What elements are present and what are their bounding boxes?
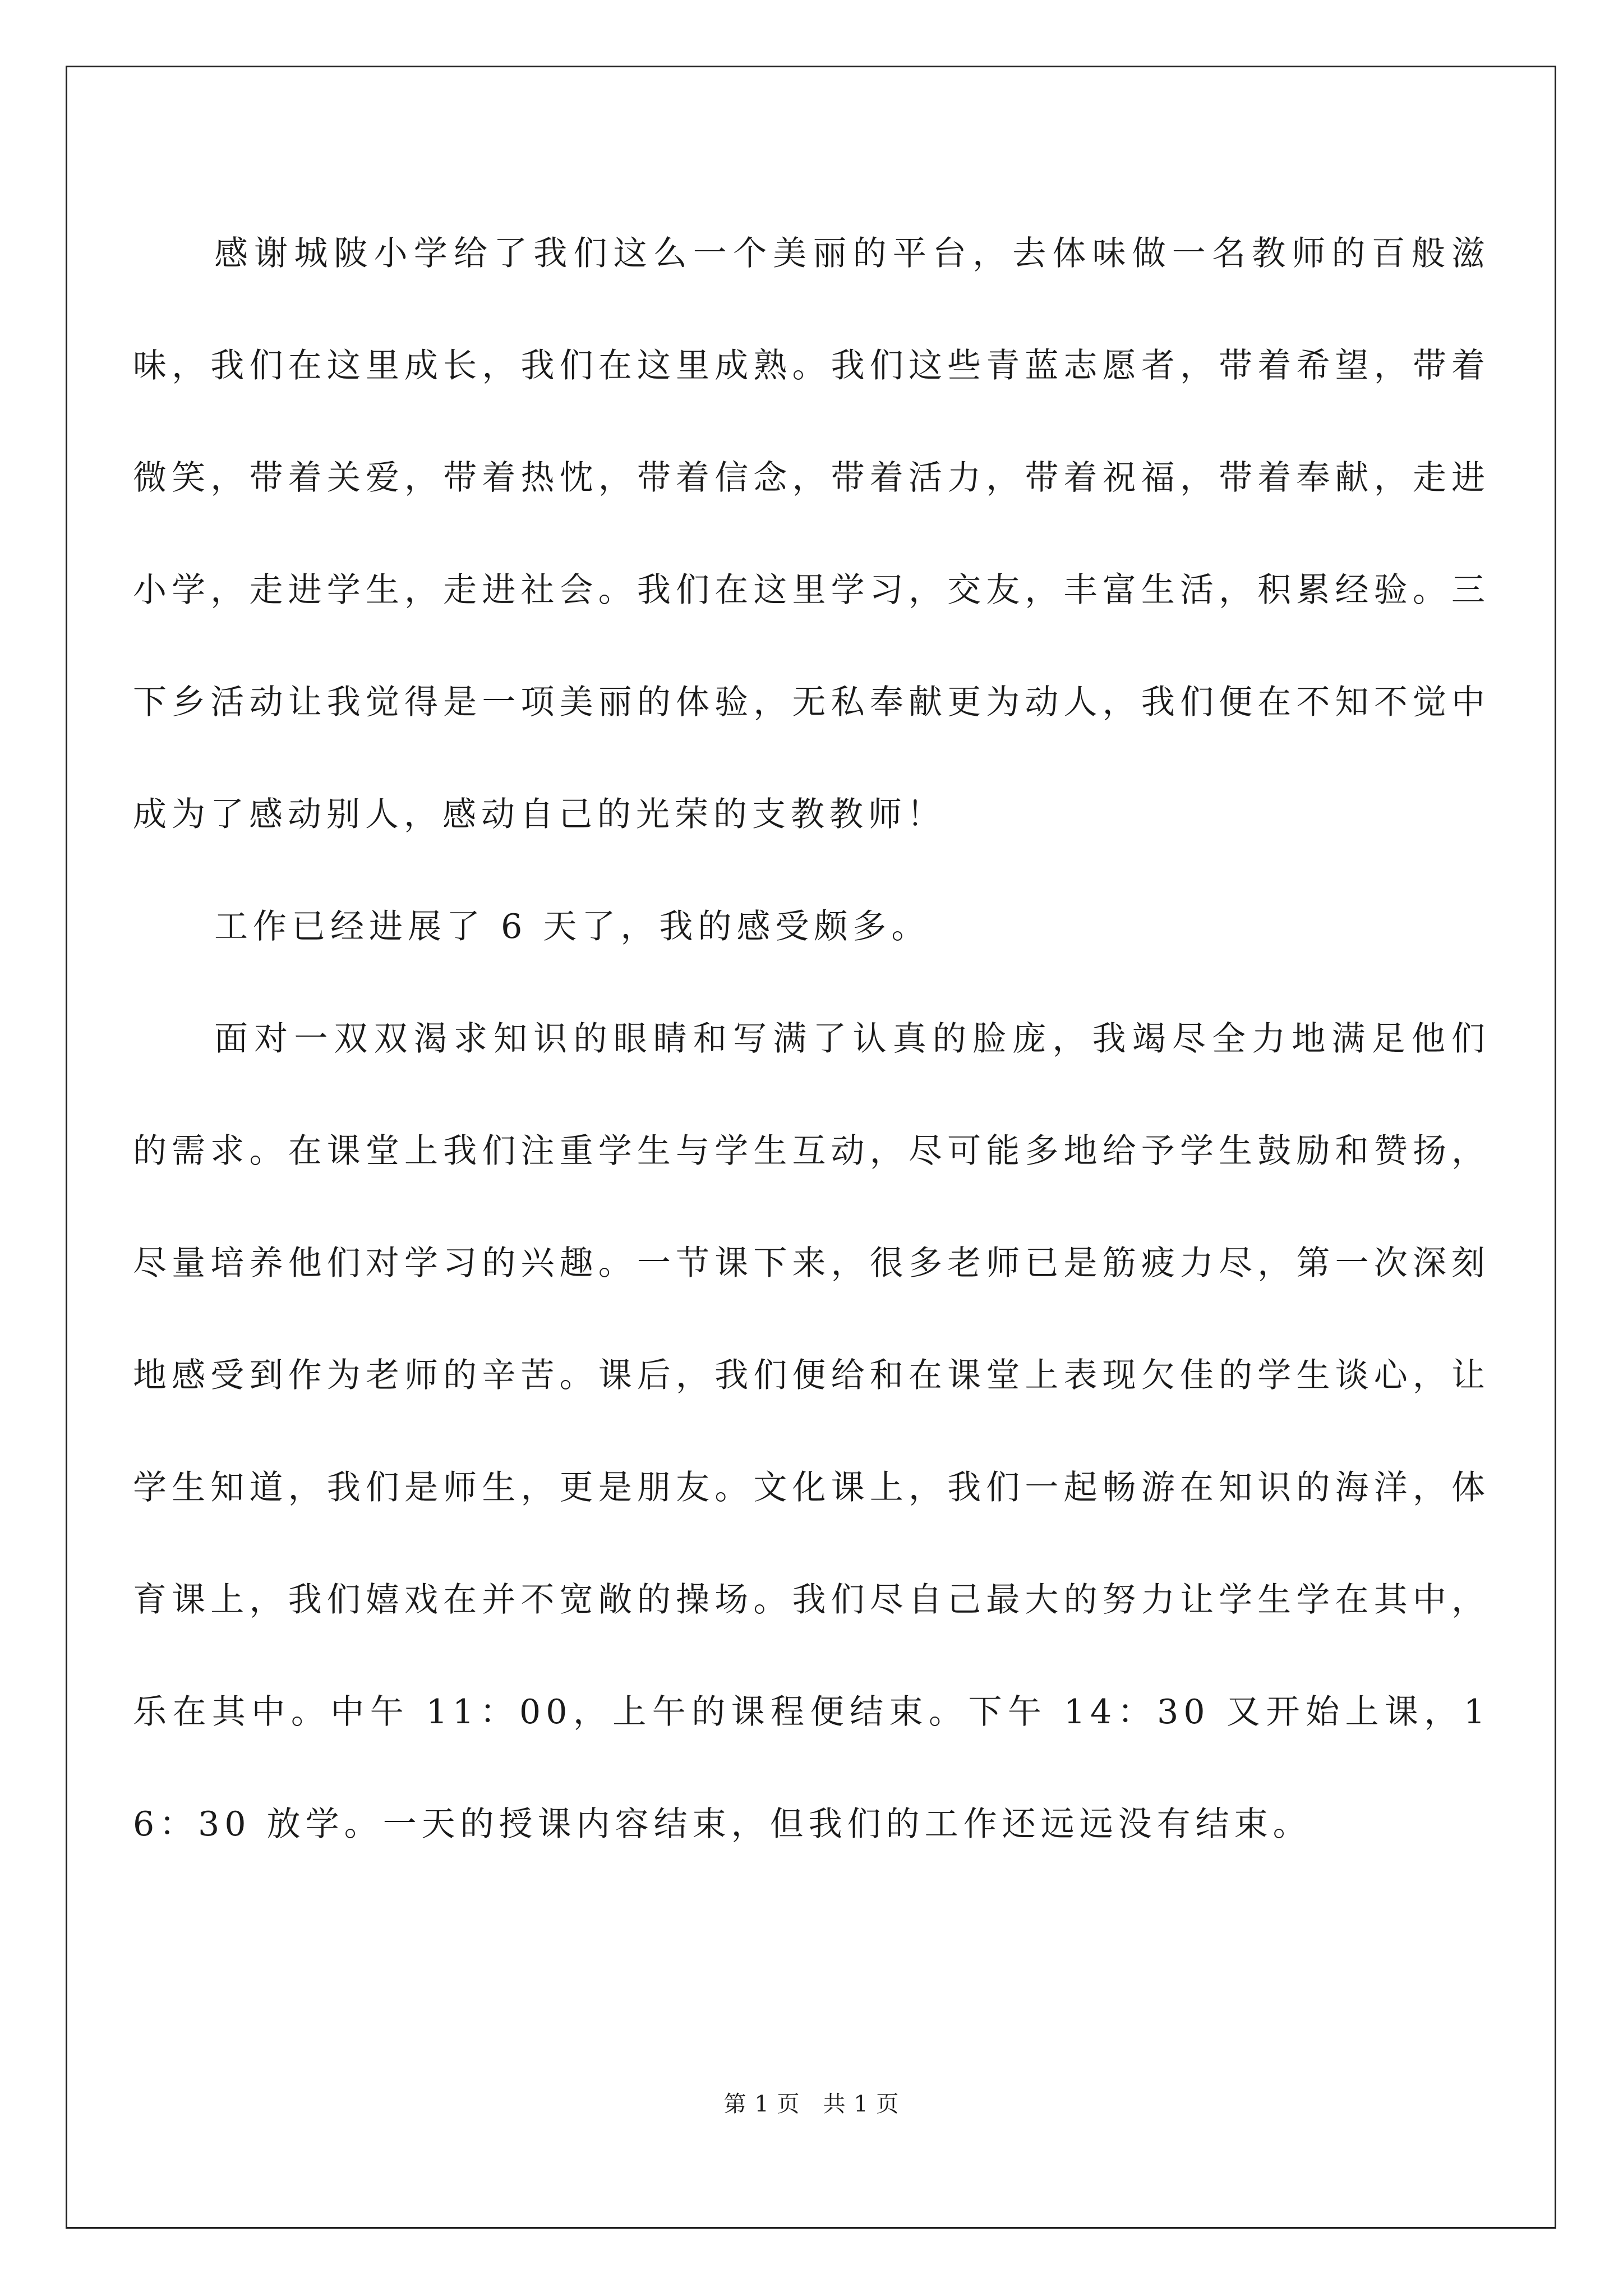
paragraph-progress: 工作已经进展了 6 天了，我的感受颇多。 <box>214 907 930 946</box>
page-number-footer: 第 1 页 共 1 页 <box>723 2091 900 2117</box>
paragraph-teaching: 面对一双双渴求知识的眼睛和写满了认真的脸庞，我竭尽全力地满足他们的需求。在课堂上我们注重学生与学生互动，尽可能多地给予学生鼓励和赞扬，尽量培养他们对学习的兴趣。一节课下来，很多老师已是筋疲力尽，第一次深刻地感受到作为老师的辛苦。课后，我们便给和在课堂上表现欠佳的学生谈心，让学生知道，我们是师生，更是朋友。文化课上，我们一起畅游在知识的海洋，体育课上，我们嬉戏在并不宽敞的操场。我们尽自己最大的努力让学生学在其中，乐在其中。中午 11：00，上午的课程便结束。下午 14：30 又开始上课，16：30 放学。一天的授课内容结束，但我们的工作还远远没有结束。 <box>133 1019 1490 1844</box>
document-body <box>133 197 1490 1880</box>
paragraph-gratitude: 感谢城陂小学给了我们这么一个美丽的平台，去体味做一名教师的百般滋味，我们在这里成长，我们在这里成熟。我们这些青蓝志愿者，带着希望，带着微笑，带着关爱，带着热忱，带着信念，带着活力，带着祝福，带着奉献，走进小学，走进学生，走进社会。我们在这里学习，交友，丰富生活，积累经验。三下乡活动让我觉得是一项美丽的体验，无私奉献更为动人，我们便在不知不觉中成为了感动别人，感动自己的光荣的支教教师！ <box>133 234 1490 834</box>
